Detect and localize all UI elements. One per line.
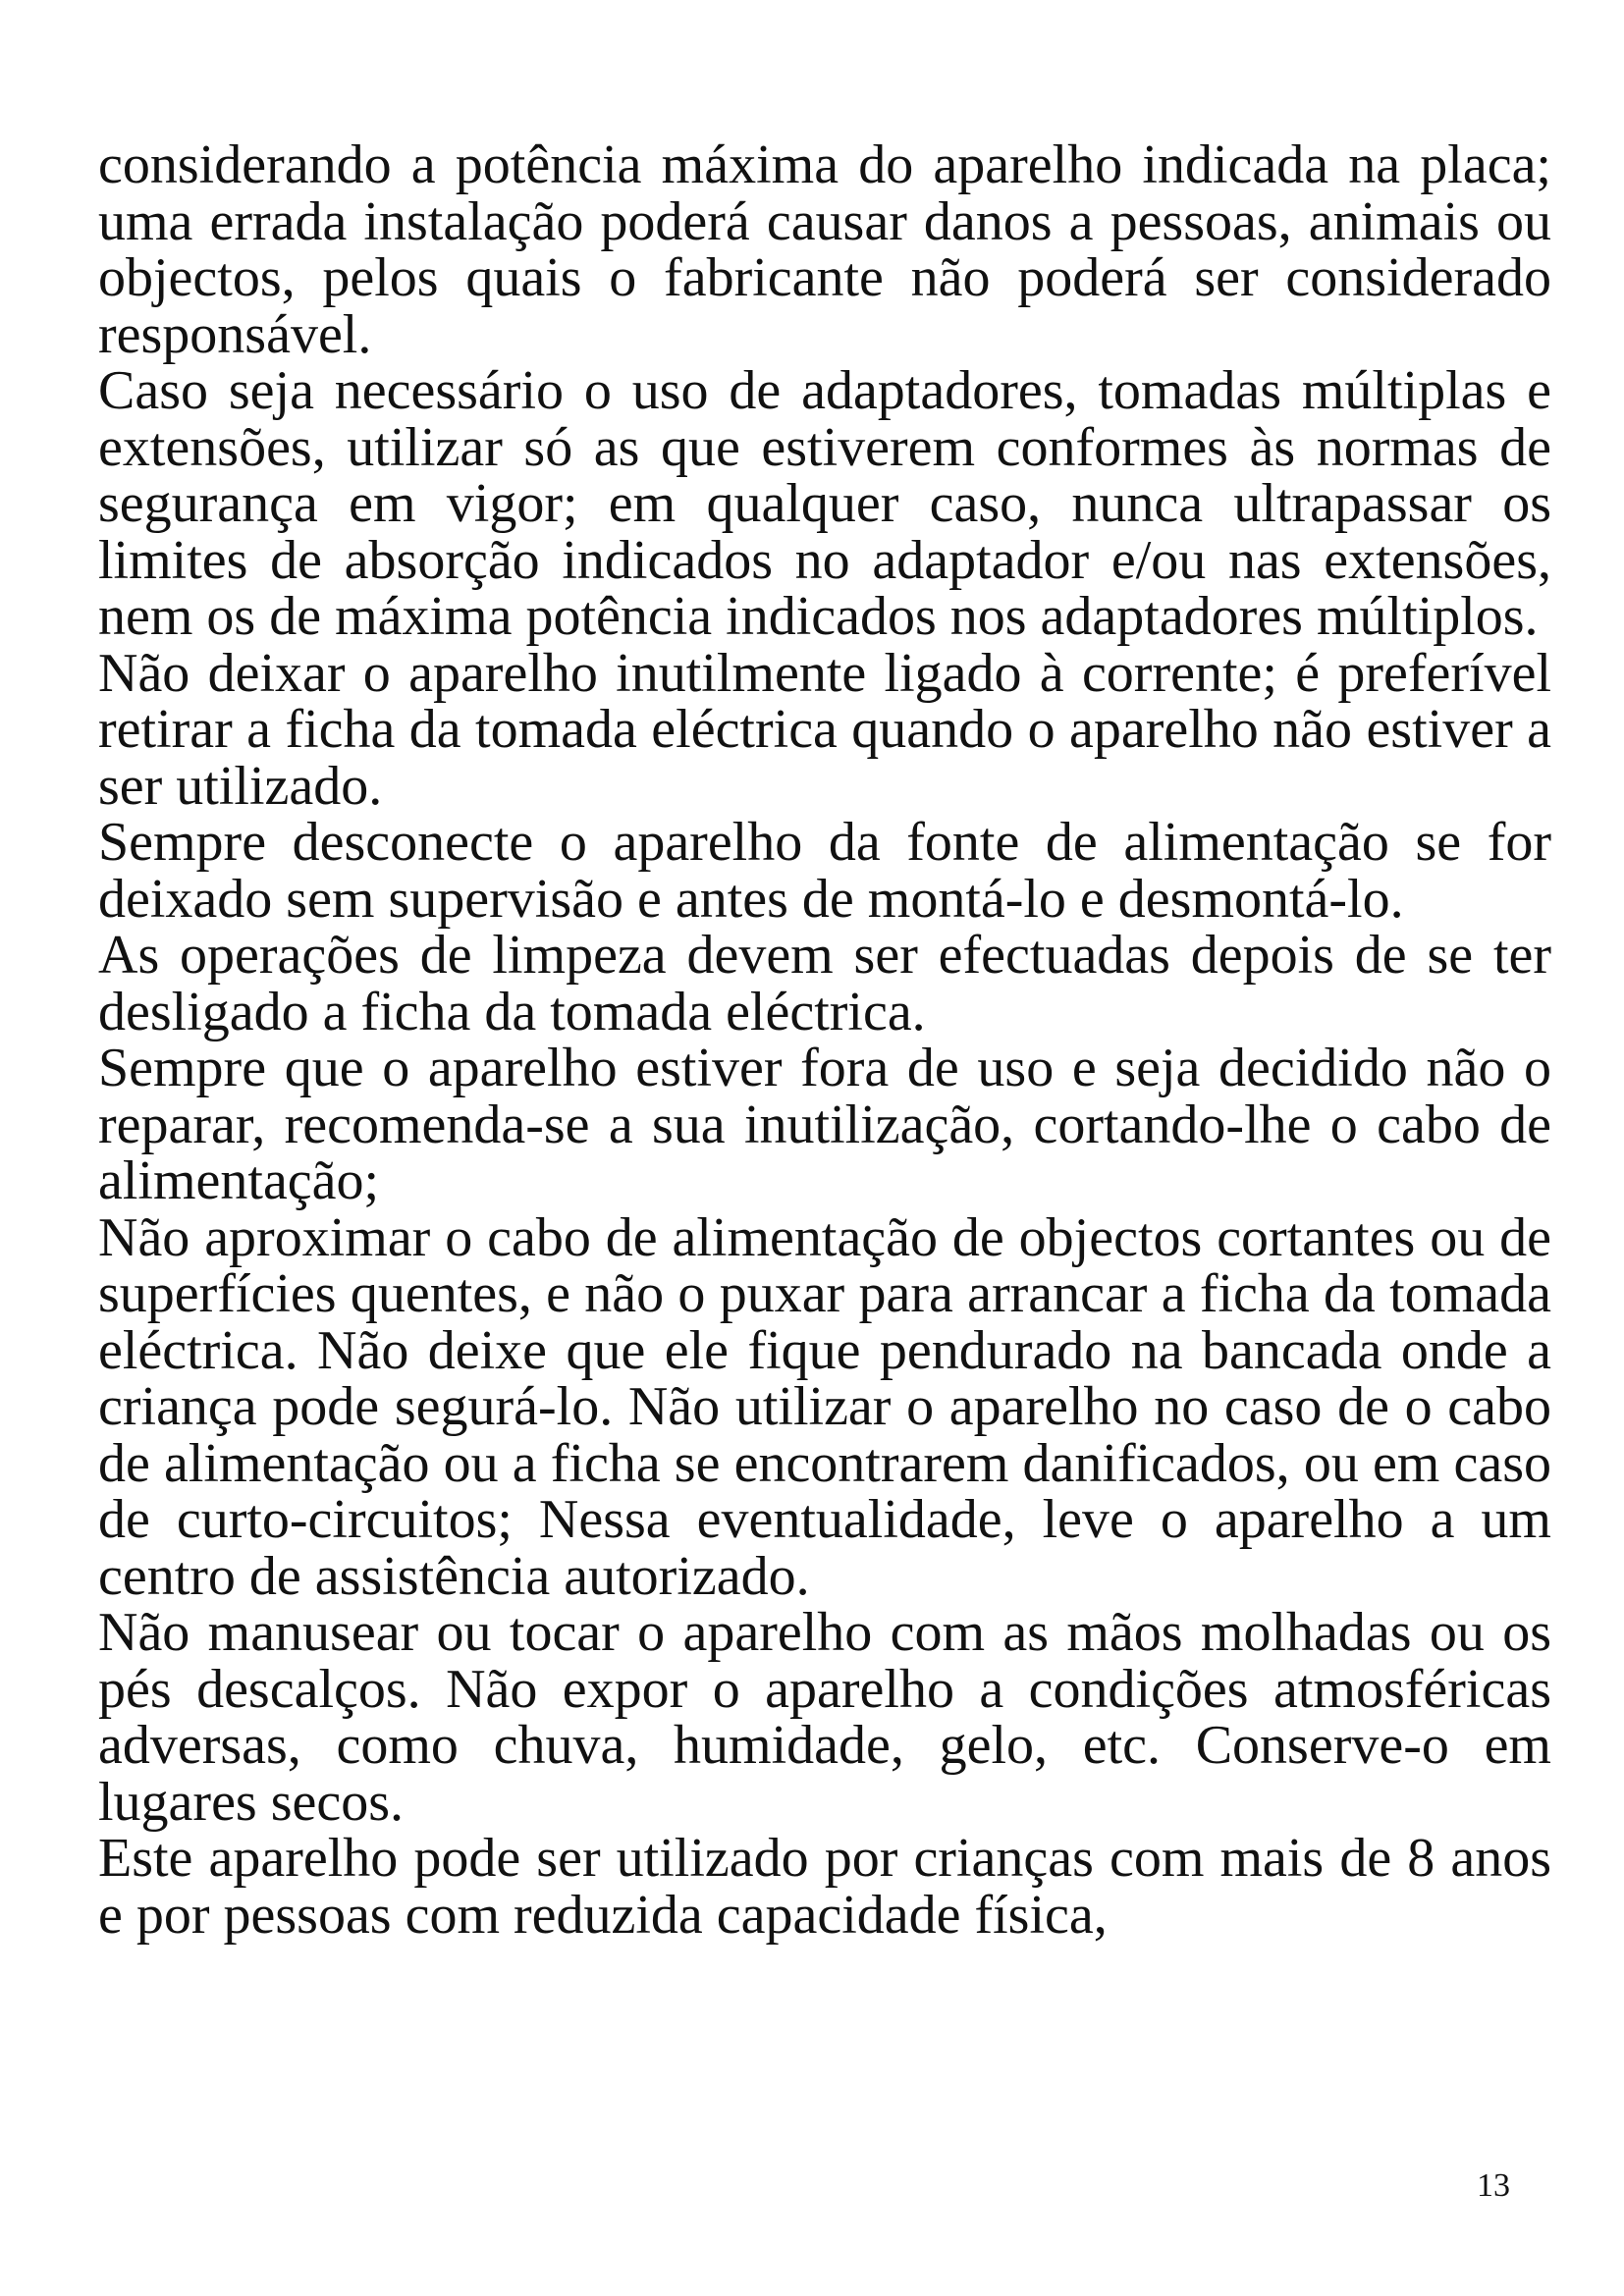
paragraph-unplug-when-unused: Não deixar o aparelho inutilmente ligado à corrente; é preferível retirar a ficha da tomada eléctrica quando o aparelho não estiver a ser utilizado.	[98, 642, 1551, 817]
paragraph-cleaning-operations: As operações de limpeza devem ser efectuadas depois de se ter desligado a ficha da tomada eléctrica.	[98, 925, 1551, 1042]
page-number: 13	[1477, 2167, 1510, 2204]
paragraph-children-usage: Este aparelho pode ser utilizado por crianças com mais de 8 anos e por pessoas com reduzida capacidade física,	[98, 1828, 1551, 1946]
paragraph-disconnect-unsupervised: Sempre desconecte o aparelho da fonte de alimentação se for deixado sem supervisão e antes de montá-lo e desmontá-lo.	[98, 812, 1551, 930]
paragraph-wet-hands-weather: Não manusear ou tocar o aparelho com as mãos molhadas ou os pés descalços. Não expor o aparelho a condições atmosféricas adversas, como chuva, humidade, gelo, etc. Conserve-o em lugares secos.	[98, 1602, 1551, 1833]
body-text	[98, 134, 1551, 1946]
paragraph-power-cable-safety: Não aproximar o cabo de alimentação de objectos cortantes ou de superfícies quentes, e não o puxar para arrancar a ficha da tomada eléctrica. Não deixe que ele fique pendurado na bancada onde a criança pode segurá-lo. Não utilizar o aparelho no caso de o cabo de alimentação ou a ficha se encontrarem danificados, ou em caso de curto-circuitos; Nessa eventualidade, leve o aparelho a um centro de assistência autorizado.	[98, 1206, 1551, 1607]
paragraph-installation-responsibility: considerando a potência máxima do aparelho indicada na placa; uma errada instalação poderá causar danos a pessoas, animais ou objectos, pelos quais o fabricante não poderá ser considerado responsável.	[98, 134, 1551, 365]
paragraph-disposal: Sempre que o aparelho estiver fora de uso e seja decidido não o reparar, recomenda-se a sua inutilização, cortando-lhe o cabo de alimentação;	[98, 1038, 1551, 1211]
paragraph-adapters-extensions: Caso seja necessário o uso de adaptadores, tomadas múltiplas e extensões, utilizar só as que estiverem conformes às normas de segurança em vigor; em qualquer caso, nunca ultrapassar os limites de absorção indicados no adaptador e/ou nas extensões, nem os de máxima potência indicados nos adaptadores múltiplos.	[98, 360, 1551, 647]
